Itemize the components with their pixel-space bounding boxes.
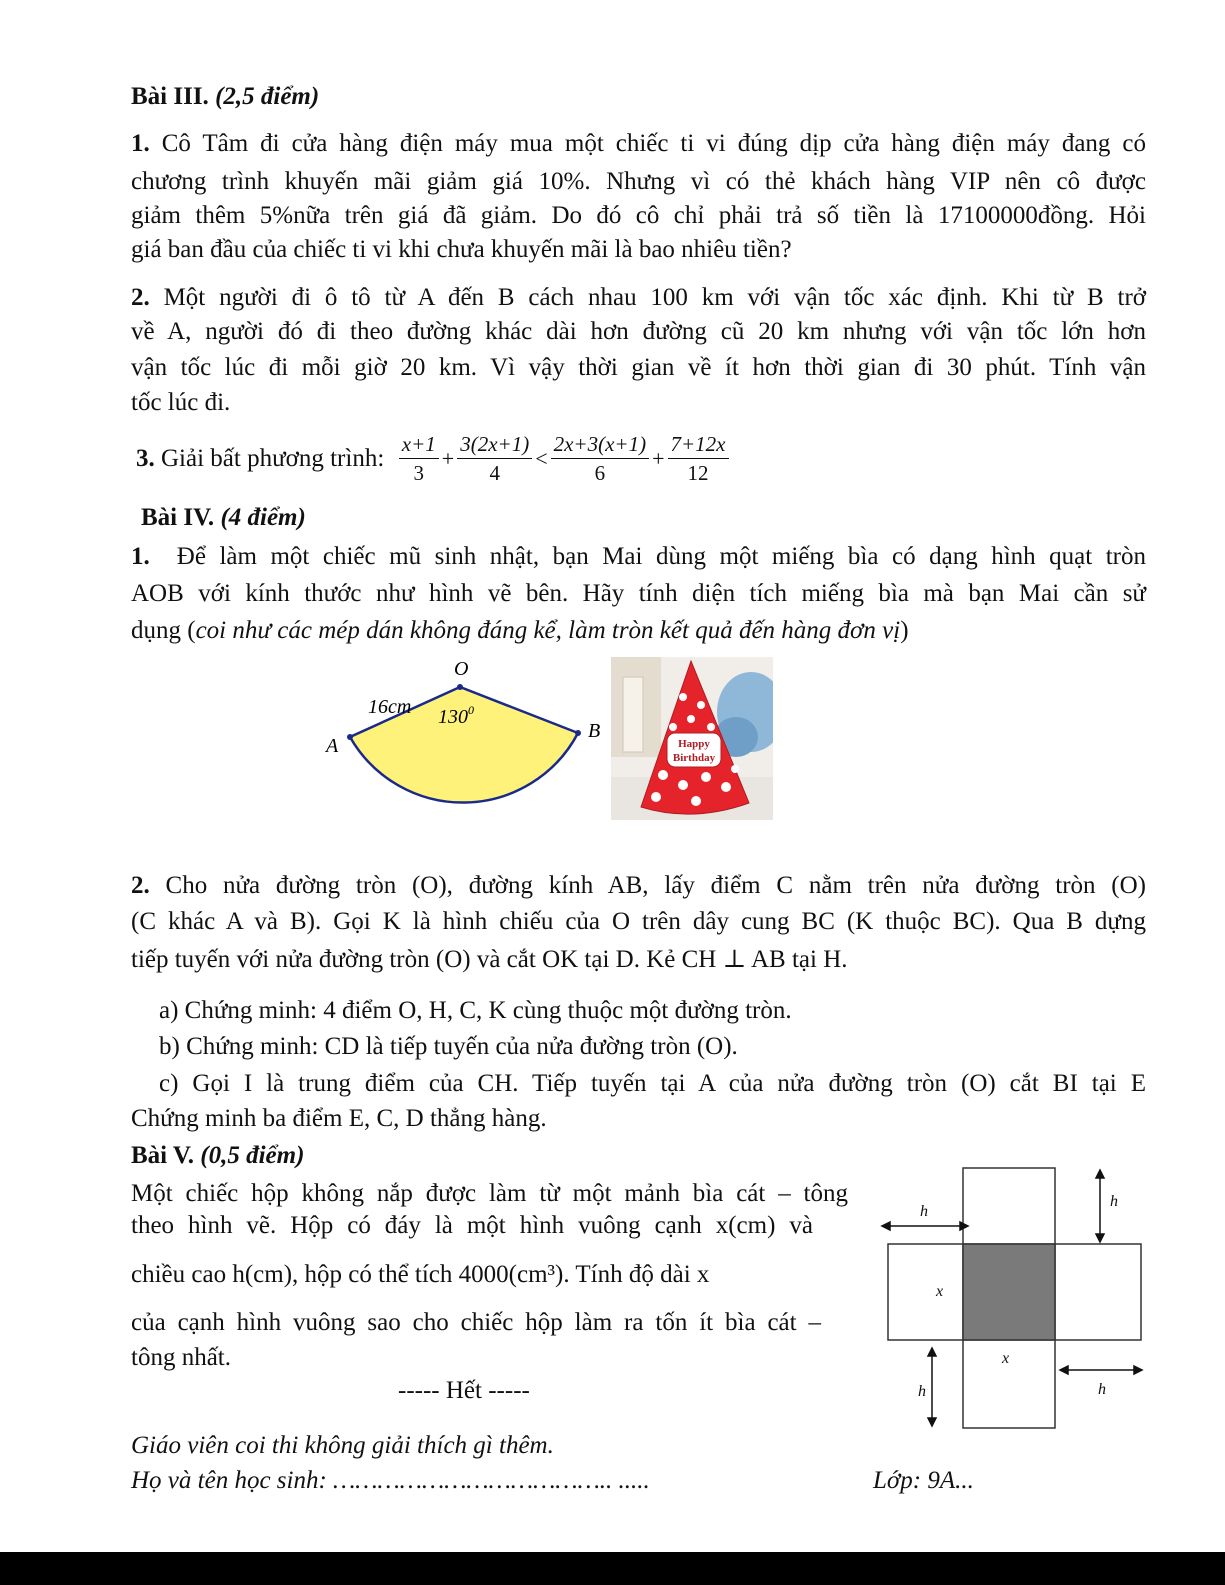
- sector-figure: [310, 655, 610, 825]
- bai5-line5: tông nhất.: [131, 1344, 231, 1371]
- hat-text-birthday: Birthday: [672, 752, 716, 764]
- bai4-q2-line1: 2. Cho nửa đường tròn (O), đường kính AB, lấy điểm C nằm trên nửa đường tròn (O): [131, 872, 1147, 899]
- fraction-3: $\frac{2x+3(x+1)}{6}$: [551, 432, 649, 485]
- bai5-line2: theo hình vẽ. Hộp có đáy là một hình vuông cạnh x(cm) và: [131, 1212, 813, 1239]
- end-marker: ----- Hết -----: [398, 1377, 530, 1404]
- teacher-note: Giáo viên coi thi không giải thích gì thêm.: [131, 1432, 554, 1459]
- net-base-square: [963, 1244, 1055, 1340]
- label-b: B: [588, 720, 601, 742]
- label-o: O: [454, 658, 469, 680]
- net-left-flap: [888, 1244, 963, 1340]
- bai4-q2-line2: (C khác A và B). Gọi K là hình chiếu của O trên dây cung BC (K thuộc BC). Qua B dựng: [131, 908, 1146, 935]
- bai3-heading: Bài III. (2,5 điểm): [131, 83, 320, 110]
- bai3-q1-line1: 1. Cô Tâm đi cửa hàng điện máy mua một chiếc ti vi đúng dịp cửa hàng điện máy đang có: [131, 130, 1146, 157]
- student-name-line: Họ và tên học sinh: ……………………………….. .....: [131, 1467, 650, 1494]
- point-a: [347, 734, 353, 740]
- net-top-flap: [963, 1168, 1055, 1244]
- bai4-q2-c: c) Gọi I là trung điểm của CH. Tiếp tuyến tại A của nửa đường tròn (O) cắt BI tại E: [159, 1070, 1146, 1097]
- net-label-x-side: x: [936, 1283, 944, 1300]
- net-label-h-right: h: [1098, 1381, 1106, 1398]
- bai5-heading: Bài V. (0,5 điểm): [131, 1142, 305, 1169]
- angle-label: $130^0$: [438, 703, 474, 728]
- label-a: A: [326, 735, 339, 757]
- bai3-q1-line4: giá ban đầu của chiếc ti vi khi chưa khuyến mãi là bao nhiêu tiền?: [131, 236, 792, 263]
- radius-label: 16cm: [368, 696, 412, 718]
- bai4-q1-line2: AOB với kính thước như hình vẽ bên. Hãy tính diện tích miếng bìa mà bạn Mai cần sử: [131, 580, 1146, 607]
- point-b: [575, 730, 581, 736]
- box-net-figure: [870, 1160, 1150, 1435]
- fraction-1: $\frac{x+1}{3}$: [399, 432, 439, 485]
- party-hat-photo: [611, 657, 773, 820]
- bai4-q1-line3: dụng (coi như các mép dán không đáng kể, làm tròn kết quả đến hàng đơn vị): [131, 617, 909, 644]
- bai3-q2-line1: 2. Một người đi ô tô từ A đến B cách nhau 100 km với vận tốc xác định. Khi từ B trở: [131, 284, 1146, 311]
- bai4-q2-c2: Chứng minh ba điểm E, C, D thẳng hàng.: [131, 1105, 547, 1132]
- bai4-q2-line3: tiếp tuyến với nửa đường tròn (O) và cắt OK tại D. Kẻ CH ⊥ AB tại H.: [131, 946, 848, 973]
- bai3-q1-line3: giảm thêm 5%nữa trên giá đã giảm. Do đó cô chỉ phải trả số tiền là 17100000đồng. Hỏi: [131, 202, 1146, 229]
- bai4-q2-a: a) Chứng minh: 4 điểm O, H, C, K cùng thuộc một đường tròn.: [159, 997, 792, 1024]
- fraction-2: $\frac{3(2x+1)}{4}$: [457, 432, 532, 485]
- fraction-4: $\frac{7+12x}{12}$: [668, 432, 729, 485]
- bai4-heading: Bài IV. (4 điểm): [141, 504, 306, 531]
- bai3-q2-line2: về A, người đó đi theo đường khác dài hơn đường cũ 20 km nhưng với vận tốc lớn hơn: [131, 318, 1146, 345]
- net-label-h-top: h: [1110, 1193, 1118, 1210]
- bai5-line1: Một chiếc hộp không nắp được làm từ một mảnh bìa cát – tông: [131, 1180, 848, 1207]
- bai3-q3: 3. Giải bất phương trình: $\frac{x+1}{3}$ + $\frac{3(2x+1)}{4}$ < $\frac{2x+3(x+1)}{6}$ + $\frac{7+12x}{12}$: [136, 432, 731, 485]
- bai3-q1-line2: chương trình khuyến mãi giảm giá 10%. Nhưng vì có thẻ khách hàng VIP nên cô được: [131, 168, 1146, 195]
- bai4-q2-b: b) Chứng minh: CD là tiếp tuyến của nửa đường tròn (O).: [159, 1033, 738, 1060]
- net-label-h-left: h: [920, 1203, 928, 1220]
- class-label: Lớp: 9A...: [873, 1467, 974, 1494]
- bai4-q1-line1: 1. Để làm một chiếc mũ sinh nhật, bạn Mai dùng một miếng bìa có dạng hình quạt tròn: [131, 543, 1147, 570]
- net-label-h-bottom: h: [918, 1383, 926, 1400]
- bai5-line4: của cạnh hình vuông sao cho chiếc hộp làm ra tốn ít bìa cát –: [131, 1309, 821, 1336]
- bai3-q2-line3: vận tốc lúc đi mỗi giờ 20 km. Vì vậy thời gian về ít hơn thời gian đi 30 phút. Tính vận: [131, 354, 1146, 381]
- bai3-q2-line4: tốc lúc đi.: [131, 389, 231, 416]
- bottom-black-bar: [0, 1552, 1225, 1585]
- hat-text-happy: Happy: [678, 738, 710, 750]
- bai5-line3: chiều cao h(cm), hộp có thể tích 4000(cm³). Tính độ dài x: [131, 1261, 710, 1288]
- point-o: [457, 684, 463, 690]
- net-right-flap: [1055, 1244, 1141, 1340]
- net-label-x-bottom: x: [1002, 1350, 1010, 1367]
